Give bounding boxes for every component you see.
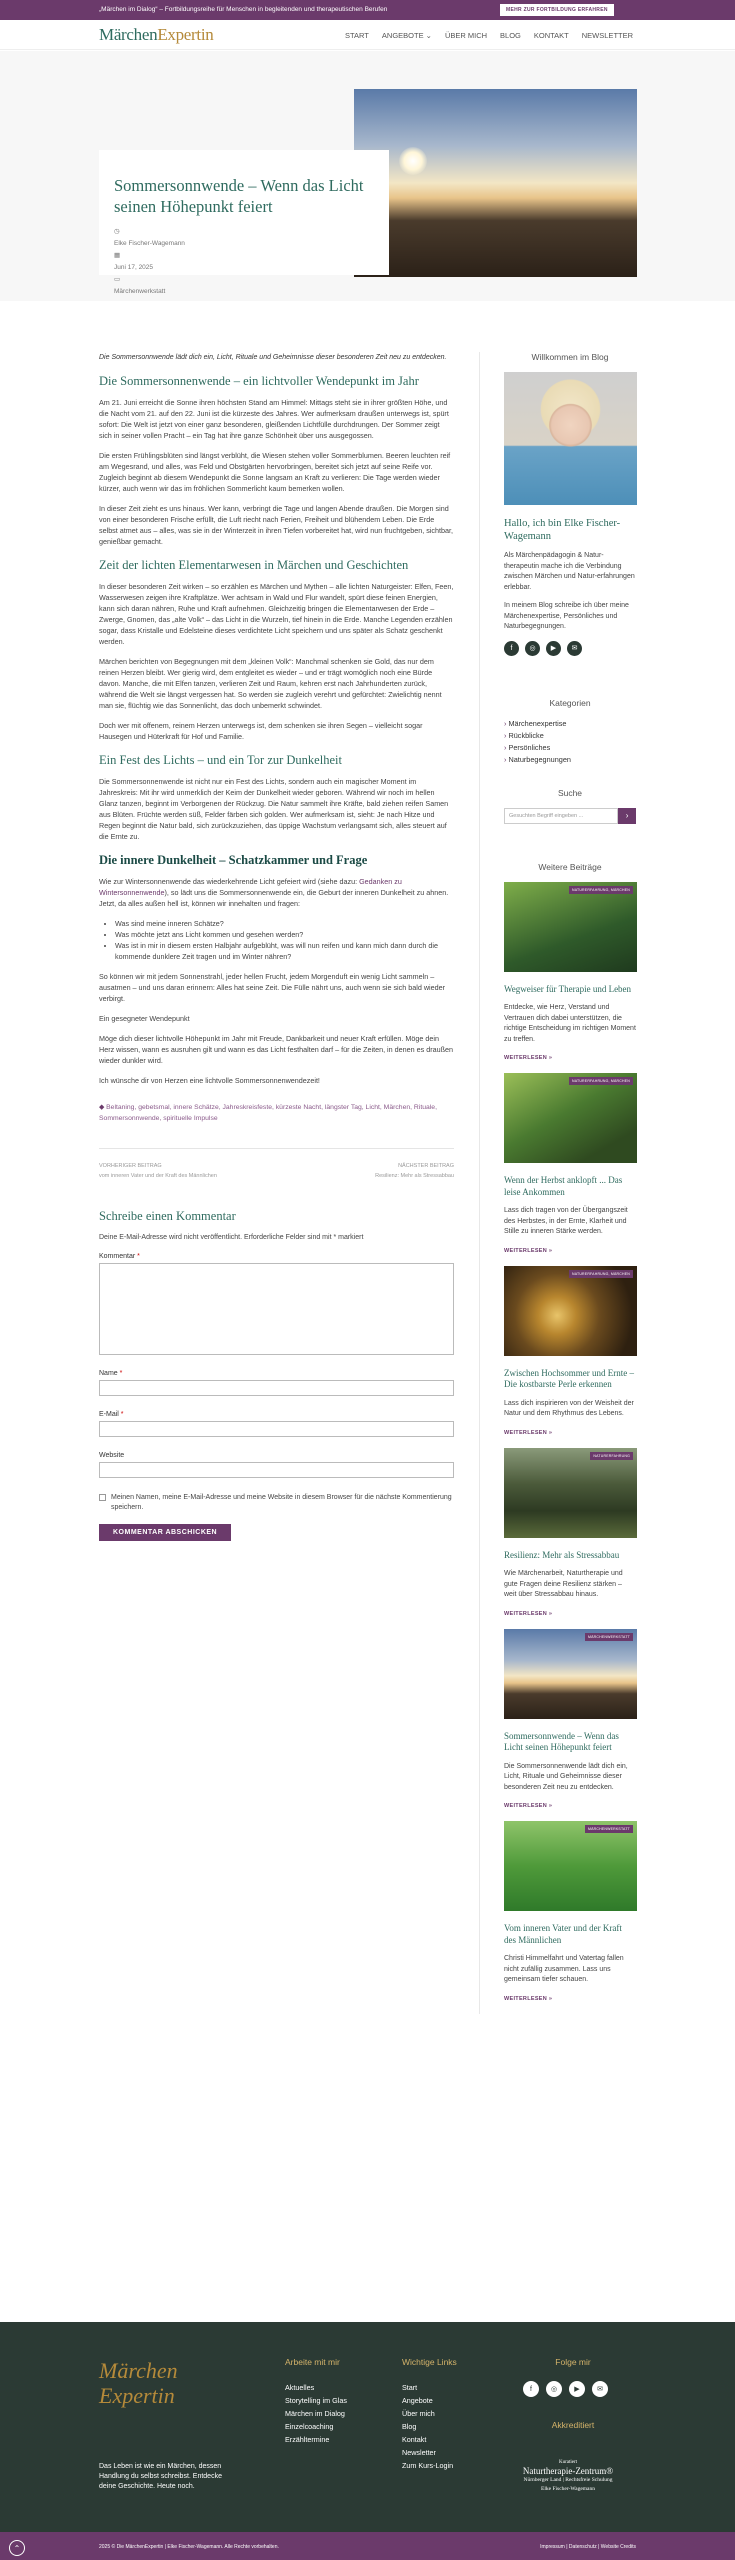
bottom-bar xyxy=(0,2532,735,2560)
comment-textarea[interactable] xyxy=(99,1263,454,1355)
article-heading: Die Sommersonnenwende – ein lichtvoller Wendepunkt im Jahr xyxy=(99,374,419,388)
search-button[interactable] xyxy=(618,808,636,824)
more-posts-title: Weitere Beiträge xyxy=(538,861,602,872)
recent-post[interactable] xyxy=(504,1821,636,2002)
website-label: Website xyxy=(99,1452,125,1459)
paragraph: Wie zur Wintersonnenwende das wiederkehrende Licht gefeiert wird (siehe dazu: Gedanken zu Wintersonnenwende), so lädt uns die Sommersonnenwende ein, die Geburt der inneren Dunkelheit zu ahnen. Jetzt, da alles außen hell ist, können wir innehalten und fragen: xyxy=(99,877,449,908)
footer-link[interactable]: Start xyxy=(402,2383,418,2392)
paragraph: Möge dich dieser lichtvolle Höhepunkt im Jahr mit Freude, Dankbarkeit und neuer Kraft erfüllen. Möge dein Herz wissen, wann es ausruhen gilt und wann es das Licht festhalten darf – für die Zeiten, in denen es draußen wieder dunkler wird. xyxy=(99,1034,453,1065)
post-excerpt: Lass dich inspirieren von der Weisheit der Natur und dem Rhythmus des Lebens. xyxy=(504,1399,634,1417)
footer-link[interactable]: Angebote xyxy=(402,2396,433,2405)
sidebar-social xyxy=(504,641,636,656)
instagram-icon[interactable]: ◎ xyxy=(525,641,540,656)
facebook-icon[interactable]: f xyxy=(523,2381,539,2397)
read-more-link[interactable]: WEITERLESEN » xyxy=(504,1429,553,1436)
announcement-text: „Märchen im Dialog“ – Fortbildungsreihe für Menschen in begleitenden und therapeutischen Berufen xyxy=(99,6,388,13)
email-label: E-Mail * xyxy=(99,1411,124,1418)
category-item[interactable]: › Rückblicke xyxy=(504,730,636,742)
category-list xyxy=(504,718,636,766)
name-input[interactable] xyxy=(99,1380,454,1396)
footer-heading: Akkreditiert xyxy=(551,2420,595,2430)
post-title[interactable]: Resilienz: Mehr als Stressabbau xyxy=(504,1549,620,1560)
mail-icon[interactable]: ✉ xyxy=(592,2381,608,2397)
arrow-icon: › xyxy=(625,811,629,820)
hero-image xyxy=(354,89,637,277)
footer-link[interactable]: Blog xyxy=(402,2422,417,2431)
website-input[interactable] xyxy=(99,1462,454,1478)
post-badge: NATURERFAHRUNG, MÄRCHEN xyxy=(569,886,633,894)
post-thumbnail xyxy=(504,882,637,972)
footer-heading: Folge mir xyxy=(555,2357,591,2367)
comment-title: Schreibe einen Kommentar xyxy=(99,1209,236,1223)
post-thumbnail xyxy=(504,1266,637,1356)
facebook-icon[interactable]: f xyxy=(504,641,519,656)
footer-links-column xyxy=(402,2356,457,2472)
footer-social-column xyxy=(523,2356,623,2444)
search-input[interactable]: Gesuchten Begriff eingeben ... xyxy=(504,808,618,824)
save-consent-checkbox[interactable] xyxy=(99,1494,106,1501)
nav-start[interactable]: START xyxy=(345,31,369,40)
accreditation-seal: Kuratiert Naturtherapie-Zentrum® Nürnberger Land | Rechtsfreie Schulung Elke Fischer-Wagemann xyxy=(522,2460,614,2492)
post-badge: NATURERFAHRUNG, MÄRCHEN xyxy=(569,1270,633,1278)
footer-link[interactable]: Über mich xyxy=(402,2409,435,2418)
footer-link[interactable]: Newsletter xyxy=(402,2448,436,2457)
paragraph: Ich wünsche dir von Herzen eine lichtvolle Sommersonnenwendezeit! xyxy=(99,1076,320,1085)
paragraph: Am 21. Juni erreicht die Sonne ihren höchsten Stand am Himmel: Mittags steht sie in ihrer größten Höhe, und die Nacht vom 21. auf den 22. Juni ist die kürzeste des Jahres. Wer aufmerksam draußen unterwegs ist, spürt sofort: Die Welt ist jetzt von einer ganz besonderen, gleißenden Lichtfülle durchdrungen. Der Sommer zeigt sich in seiner vollen Pracht – ein Tag hat ihre ganze Schönheit über uns ausgegossen. xyxy=(99,398,449,440)
paragraph: In dieser Zeit zieht es uns hinaus. Wer kann, verbringt die Tage und langen Abende draußen. Die Morgen sind von einer besonderen Frische erfüllt, die Luft riecht nach Ferien, Freiheit und blühendem Leben. Die Erde selbst atmet aus – alles, was sie in der Winterzeit in ihren Tiefen vorbereitet hat, wird nun fruchtgeben, sichtbar, genießbar gemacht. xyxy=(99,504,453,546)
submit-comment-button[interactable]: KOMMENTAR ABSCHICKEN xyxy=(99,1524,231,1541)
read-more-link[interactable]: WEITERLESEN » xyxy=(504,1803,553,1809)
categories-title: Kategorien xyxy=(549,697,591,708)
page-title: Sommersonnwende – Wenn das Licht seinen Höhepunkt feiert xyxy=(114,176,364,216)
post-thumbnail xyxy=(504,1073,637,1163)
author-photo xyxy=(504,372,637,505)
read-more-link[interactable]: WEITERLESEN » xyxy=(504,1247,553,1254)
list-item: • Was sind meine inneren Schätze? xyxy=(115,918,454,929)
previous-post-link[interactable]: VORHERIGER BEITRAG vom inneren Vater und der Kraft des Männlichen xyxy=(99,1163,217,1179)
nav-angebote[interactable]: ANGEBOTE ⌄ xyxy=(381,31,432,40)
paragraph: Ein gesegneter Wendepunkt xyxy=(99,1014,190,1023)
post-title[interactable]: Wenn der Herbst anklopft ... Das leise Ankommen xyxy=(504,1175,623,1197)
category-item[interactable]: › Märchenexpertise xyxy=(504,718,636,730)
save-consent: Meinen Namen, meine E-Mail-Adresse und meine Website in diesem Browser für die nächste Kommentierung speichern. xyxy=(99,1493,454,1513)
post-title[interactable]: Vom inneren Vater und der Kraft des Männlichen xyxy=(504,1923,622,1945)
paragraph: Doch wer mit offenem, reinem Herzen unterwegs ist, dem schenken sie ihren Segen – vielleicht sogar Hausegen und Hüterkraft für Hof und Familie. xyxy=(99,721,423,741)
post-excerpt: Entdecke, wie Herz, Verstand und Vertrauen dich dabei unterstützen, die richtige Entscheidung im richtigen Moment zu treffen. xyxy=(504,1004,636,1043)
site-logo[interactable]: MärchenExpertin xyxy=(99,25,214,44)
footer-link[interactable]: Storytelling im Glas xyxy=(285,2396,347,2405)
instagram-icon[interactable]: ◎ xyxy=(546,2381,562,2397)
next-post-link[interactable]: NÄCHSTER BEITRAG Resilienz: Mehr als Stressabbau xyxy=(375,1163,454,1179)
footer-heading: Wichtige Links xyxy=(402,2357,457,2367)
list-item: • Was ist in mir in diesem ersten Halbjahr aufgeblüht, was will nun reifen und kann mich dann durch die kommende dunklere Zeit tragen und im Winter nähren? xyxy=(115,940,454,962)
post-badge: NATURERFAHRUNG, MÄRCHEN xyxy=(569,1077,633,1085)
post-badge: MÄRCHENWERKSTATT xyxy=(585,1633,633,1641)
youtube-icon[interactable]: ▶ xyxy=(546,641,561,656)
read-more-link[interactable]: WEITERLESEN » xyxy=(504,1055,553,1061)
winter-solstice-link[interactable]: Gedanken zu Wintersonnenwende xyxy=(99,877,402,897)
footer-link[interactable]: Erzähltermine xyxy=(285,2435,330,2444)
footer-social-icons xyxy=(523,2381,623,2397)
footer-work-column xyxy=(285,2356,347,2446)
post-title[interactable]: Wegweiser für Therapie und Leben xyxy=(504,983,632,994)
article-heading: Zeit der lichten Elementarwesen in Märchen und Geschichten xyxy=(99,558,409,572)
post-navigation xyxy=(99,1161,454,1181)
category-item[interactable]: › Naturbegegnungen xyxy=(504,754,636,766)
read-more-link[interactable]: WEITERLESEN » xyxy=(504,1995,553,2002)
recent-post[interactable] xyxy=(504,882,636,1062)
paragraph: In dieser besonderen Zeit wirken – so erzählen es Märchen und Mythen – alle lichten Naturgeister: Elfen, Feen, Wasserwesen zeigen ihre Kraftplätze. Wer achtsam in Wald und Flur wandelt, spürt diese feinen Energien, kann sich daran nähren, Ruhe und Kraft aufnehmen. Gleichzeitig bringen die Elementarwesen der Erde – Zwerge, Gnomen, das „alte Volk“ – das Licht in die Wurzeln, tief hinein in die Erde. Manche Legenden erzählen sogar, dass Kristalle und Edelsteine dieses verdichtete Licht speichern und uns später als Schatz geschenkt werden. xyxy=(99,582,454,646)
article-content xyxy=(99,352,454,1541)
post-tags[interactable]: ◆ Beltaning, gebetsmal, innere Schätze, Jahreskreisfeste, kürzeste Nacht, längster Tag, Licht, Märchen, Rituale, Sommersonnwende, spirituelle Impulse xyxy=(99,1102,454,1149)
recent-post[interactable] xyxy=(504,1266,636,1436)
footer-link[interactable]: Kontakt xyxy=(402,2435,427,2444)
post-excerpt: Christi Himmelfahrt und Vatertag fallen nicht zufällig zusammen. Lass uns gemeinsam tiefer schauen. xyxy=(504,1955,624,1983)
nav-kontakt[interactable]: KONTAKT xyxy=(533,31,569,40)
scroll-to-top-button[interactable] xyxy=(9,2540,25,2556)
footer-link[interactable]: Einzelcoaching xyxy=(285,2422,334,2431)
article-heading: Die innere Dunkelheit – Schatzkammer und Frage xyxy=(99,853,368,867)
footer-heading: Arbeite mit mir xyxy=(285,2357,340,2367)
footer-link[interactable]: Märchen im Dialog xyxy=(285,2409,345,2418)
recent-post[interactable] xyxy=(504,1629,636,1810)
post-excerpt: Wie Märchenarbeit, Naturtherapie und gute Fragen deine Resilienz stärken – weit über Stressabbau hinaus. xyxy=(504,1570,623,1598)
mail-icon[interactable]: ✉ xyxy=(567,641,582,656)
comment-label: Kommentar * xyxy=(99,1253,140,1260)
comment-note: Deine E-Mail-Adresse wird nicht veröffentlicht. Erforderliche Felder sind mit * markiert xyxy=(99,1234,364,1241)
post-date: ▦ Juni 17, 2025 xyxy=(114,252,154,271)
nav-newsletter[interactable]: NEWSLETTER xyxy=(581,31,634,40)
author-bio: In meinem Blog schreibe ich über meine Märchenexpertise, Persönliches und Naturbegegnungen. xyxy=(504,602,629,630)
list-item: • Was möchte jetzt ans Licht kommen und gesehen werden? xyxy=(115,929,454,940)
read-more-link[interactable]: WEITERLESEN » xyxy=(504,1610,553,1617)
footer-link[interactable]: Aktuelles xyxy=(285,2383,315,2392)
author-bio: Als Märchenpädagogin & Natur-therapeutin mache ich die Verbindung zwischen Märchen und Natur-erfahrungen erlebbar. xyxy=(504,552,635,591)
footer-link[interactable]: Zum Kurs-Login xyxy=(402,2461,454,2470)
recent-post[interactable] xyxy=(504,1073,636,1254)
author-greeting: Hallo, ich bin Elke Fischer-Wagemann xyxy=(504,518,621,542)
legal-links[interactable]: Impressum | Datenschutz | Website Credits xyxy=(540,2544,636,2550)
paragraph: Die ersten Frühlingsblüten sind längst verblüht, die Wiesen stehen voller Sommerblumen. Beeren leuchten reif am Wegesrand, und alles, was Feld und Obstgärten hervorbringen, bereitet sich jetzt auf seine Reife vor. Zugleich beginnt ab diesem Wendepunkt die Sonne langsam an Kraft zu verlieren: Die Tage werden wieder kürzer, auch wenn wir das im fröhlichen Sommerlicht kaum bemerken wollen. xyxy=(99,451,451,493)
tag-icon: ◆ xyxy=(99,1104,107,1111)
post-title[interactable]: Zwischen Hochsommer und Ernte – Die kostbarste Perle erkennen xyxy=(504,1367,634,1389)
site-footer xyxy=(0,2322,735,2532)
post-badge: MÄRCHENWERKSTATT xyxy=(585,1825,633,1833)
article-heading: Ein Fest des Lichts – und ein Tor zur Dunkelheit xyxy=(99,753,342,767)
article-intro: Die Sommersonnwende lädt dich ein, Licht, Rituale und Geheimnisse dieser besonderen Zeit neu zu entdecken. xyxy=(99,354,447,361)
post-thumbnail xyxy=(504,1629,637,1719)
recent-post[interactable] xyxy=(504,1448,636,1617)
top-announcement-bar xyxy=(0,0,735,20)
footer-logo[interactable]: Märchen Expertin xyxy=(99,2358,178,2408)
nav-ueber-mich[interactable]: ÜBER MICH xyxy=(444,31,488,40)
training-cta-button[interactable]: MEHR ZUR FORTBILDUNG ERFAHREN xyxy=(500,4,614,16)
post-excerpt: Die Sommersonnenwende lädt dich ein, Licht, Rituale und Geheimnisse dieser besonderen Zeit neu zu entdecken. xyxy=(504,1762,628,1791)
sidebar xyxy=(479,352,636,2014)
comment-form xyxy=(99,1209,454,1541)
email-input[interactable] xyxy=(99,1421,454,1437)
copyright: 2025 © Die MärchenExpertin | Elke Fischer-Wagemann. Alle Rechte vorbehalten. xyxy=(99,2544,279,2550)
paragraph: Die Sommersonnenwende ist nicht nur ein Fest des Lichts, sondern auch ein magischer Moment im Jahreskreis: Mit ihr wird unmerklich der Keim der Dunkelheit wieder geboren. Während wir noch im hellen Glanz tanzen, beginnt im Verborgenen der Rückzug. Die Natur sammelt ihre Kräfte, bald ziehen reifen Samen aus Blüten. Früchte werden süß, Felder färben sich golden. Wer aufmerksam ist, sieht: Je nach Hitze und Regen beginnt die Natur bald, sich zurückzuziehen, das üppige Wachstum verlangsamt sich, alles steuert auf die Ernte zu. xyxy=(99,777,449,841)
chevron-up-icon: ⌃ xyxy=(13,2543,21,2553)
post-author[interactable]: ◷ Elke Fischer-Wagemann xyxy=(114,228,185,247)
hero-card xyxy=(99,150,389,295)
post-excerpt: Lass dich tragen von der Übergangszeit des Herbstes, in der Ernte, Klarheit und Stille zu inneren Stärke werden. xyxy=(504,1207,628,1235)
category-item[interactable]: › Persönliches xyxy=(504,742,636,754)
post-badge: NATURERFAHRUNG xyxy=(590,1452,633,1460)
welcome-title: Willkommen im Blog xyxy=(531,352,609,362)
name-label: Name * xyxy=(99,1370,123,1377)
post-meta xyxy=(114,226,374,298)
search-title: Suche xyxy=(557,787,583,798)
paragraph: Märchen berichten von Begegnungen mit dem „kleinen Volk“: Manchmal schenken sie Gold, das nur dem reinen Herzen bleibt. Wer gierig wird, dem entgleitet es wieder – und er trägt womöglich noch eine Bürde davon. Manche, die mit Elfen tanzen, verlieren Zeit und Raum, kehren erst nach Jahrhunderten zurück, während die Welt sie längst vergessen hat. So werden sie zugleich verehrt und gefürchtet: Zwielichtig nennt man sie, flüchtig wie das Sonnenlicht, das doch unbemerkt schwindet. xyxy=(99,657,442,710)
search-form xyxy=(504,808,636,824)
post-category[interactable]: ▭ Märchenwerkstatt xyxy=(114,276,166,295)
main-navigation xyxy=(345,31,633,40)
post-thumbnail xyxy=(504,1821,637,1911)
post-title[interactable]: Sommersonnwende – Wenn das Licht seinen Höhepunkt feiert xyxy=(504,1730,619,1752)
nav-blog[interactable]: BLOG xyxy=(500,31,521,40)
footer-tagline: Das Leben ist wie ein Märchen, dessen Handlung du selbst schreibst. Entdecke deine Geschichte. Heute noch. xyxy=(99,2463,222,2490)
paragraph: So können wir mit jedem Sonnenstrahl, jeder hellen Frucht, jedem Morgenduft ein wenig Licht sammeln – ausatmen – und uns daran erinnern: Alles hat seine Zeit. Die Fülle nährt uns, auch wenn sie sich bald wieder verbirgt. xyxy=(99,972,445,1003)
question-list xyxy=(115,918,454,962)
post-thumbnail xyxy=(504,1448,637,1538)
youtube-icon[interactable]: ▶ xyxy=(569,2381,585,2397)
